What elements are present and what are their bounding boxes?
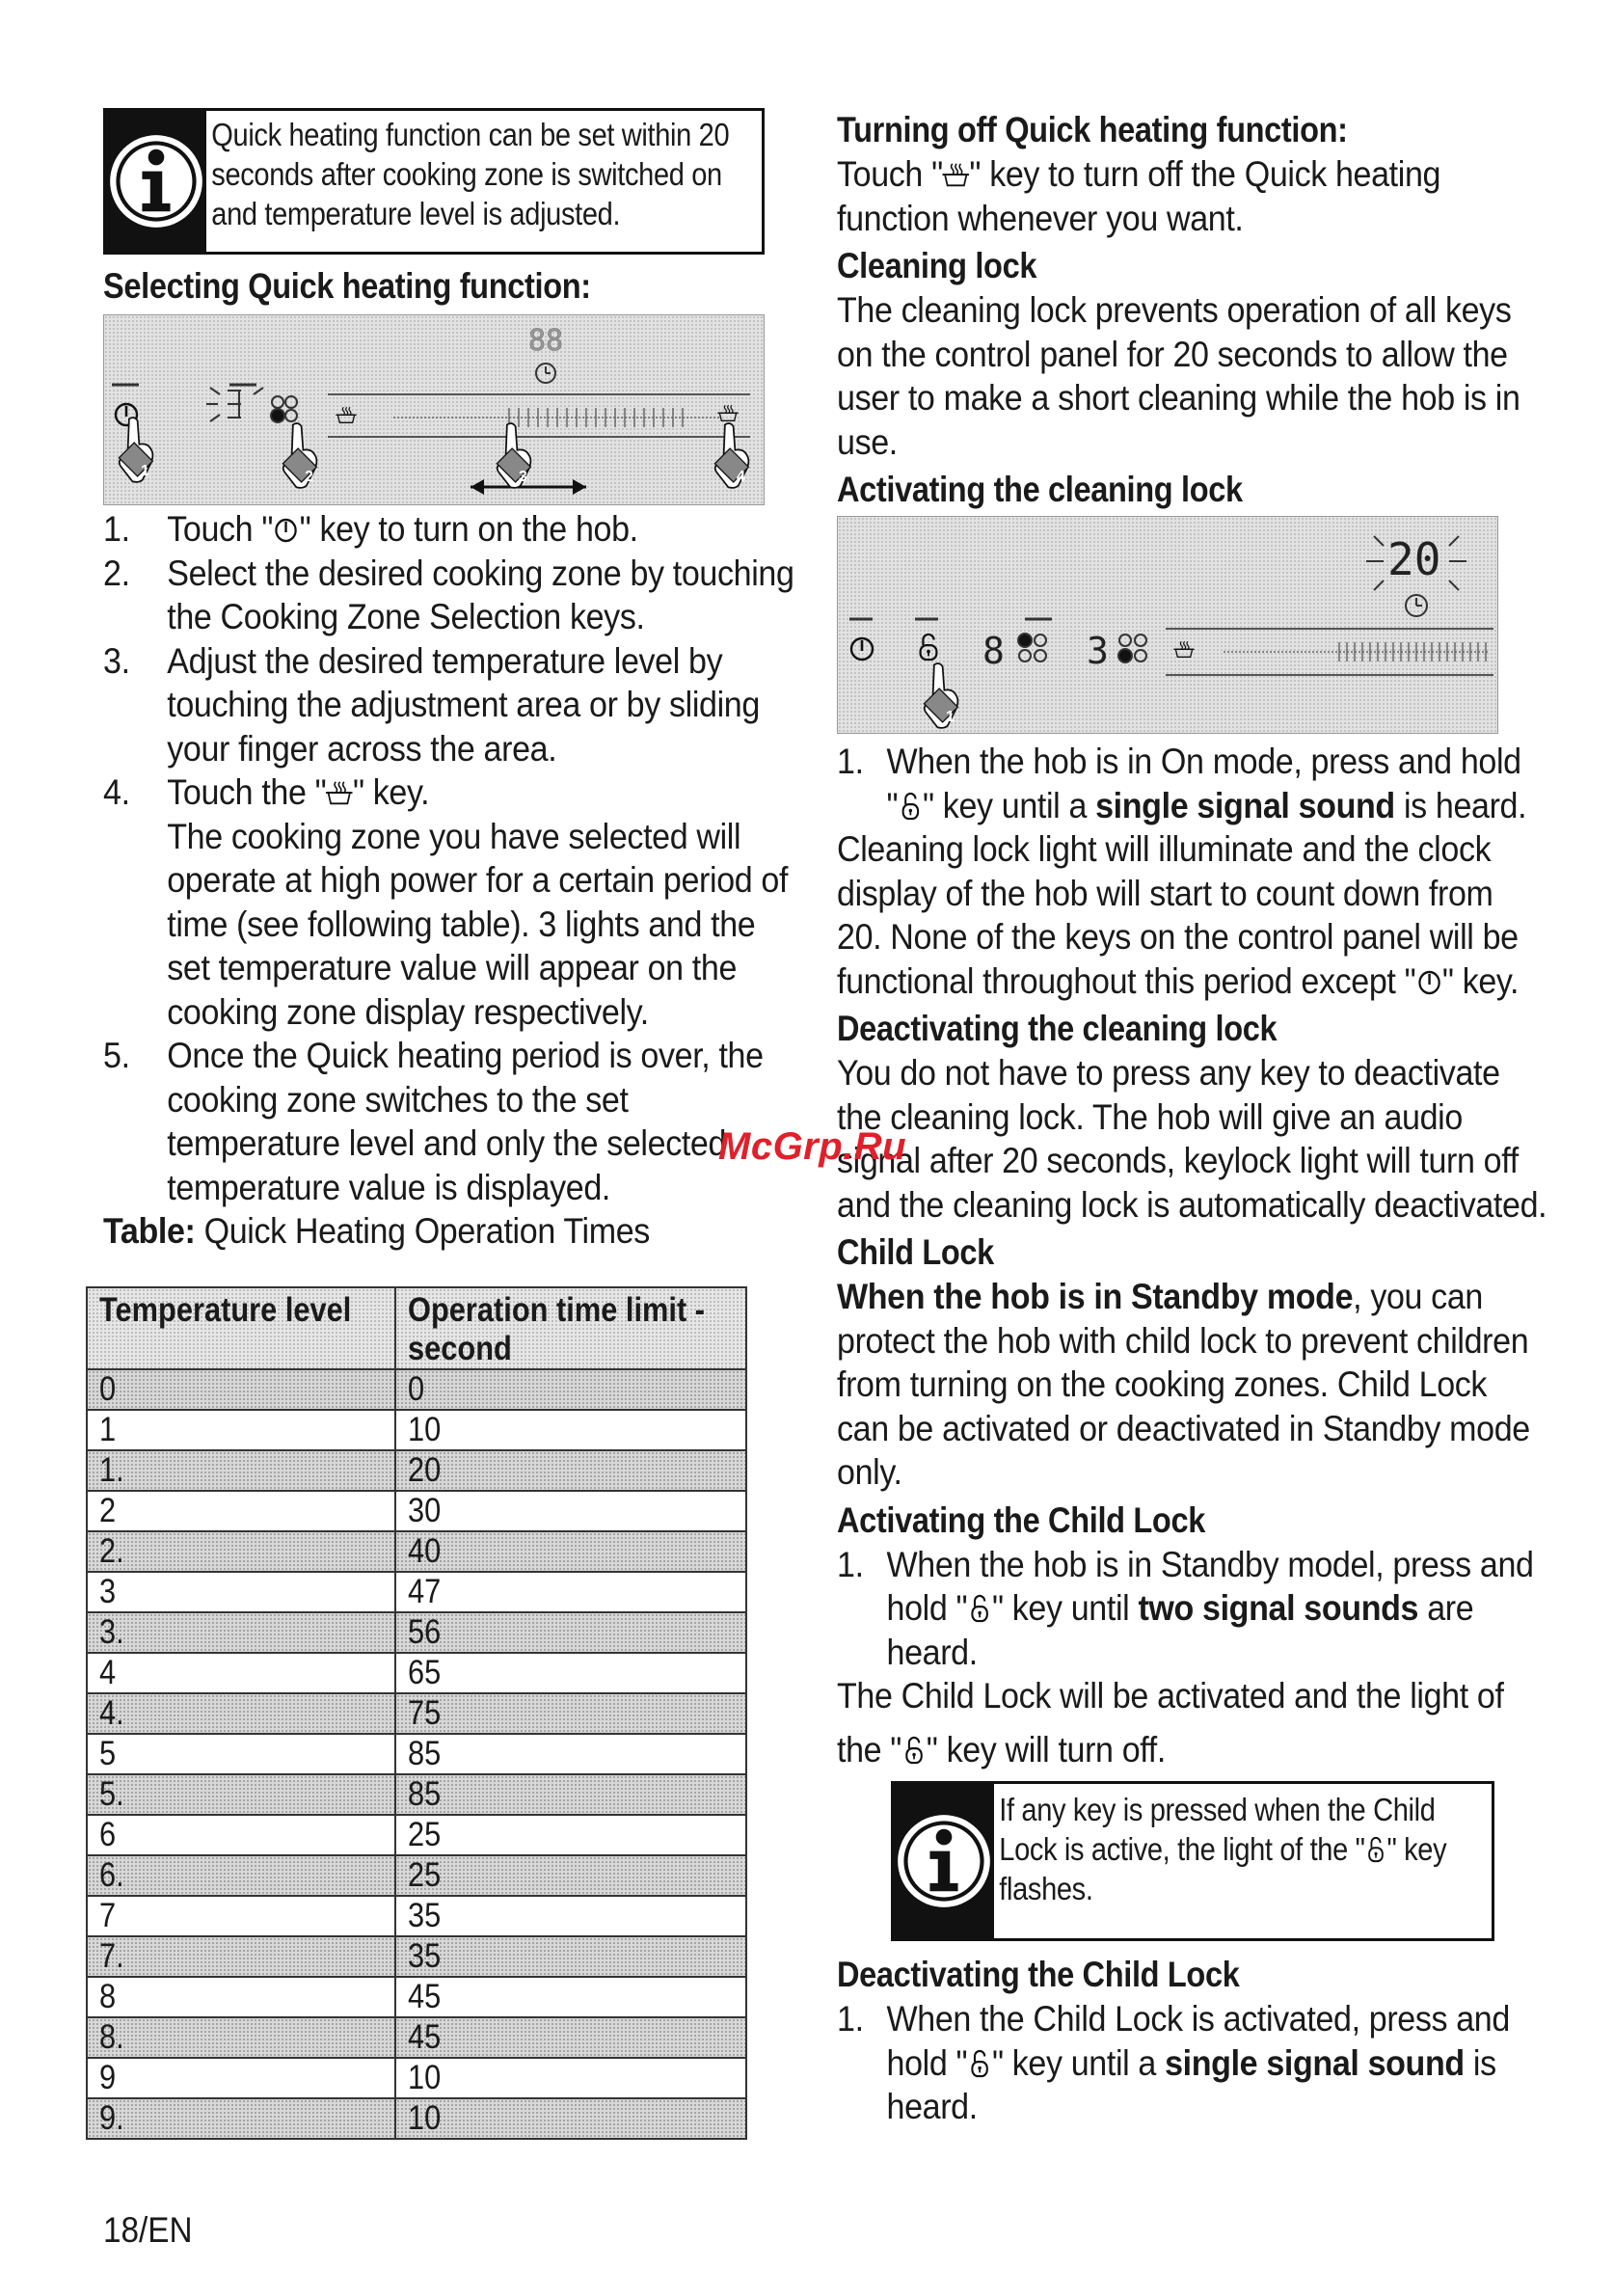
cell-value: 25 [407, 1815, 442, 1853]
cell-value: 20 [407, 1450, 442, 1489]
table-row [87, 2098, 746, 2139]
act-clean-text: 20. None of the keys on the control panel will be [837, 917, 1519, 957]
deact-child-step: 1. When the Child Lock is activated, press and [837, 1999, 1510, 2039]
lock-icon [898, 791, 923, 822]
cell-value: 5 [99, 1734, 117, 1772]
table-header: Temperature level [99, 1290, 352, 1329]
step-4-line: set temperature value will appear on the [167, 948, 738, 987]
quick-heating-icon [943, 161, 970, 190]
table-row [87, 1491, 746, 1531]
cell-value: 65 [407, 1653, 442, 1691]
table-row [87, 1815, 746, 1855]
operation-time-cell [395, 1410, 746, 1450]
child-lock-text: can be activated or deactivated in Standby mode [837, 1408, 1530, 1448]
temperature-level-cell [87, 1815, 395, 1855]
display-digits: 20 [1387, 533, 1441, 585]
quick-heating-key-icon [336, 407, 356, 422]
left-column [99, 108, 794, 2140]
table-row [87, 1855, 746, 1896]
lock-icon [1365, 1835, 1387, 1864]
callout-label: 1 [946, 709, 955, 725]
cleaning-text: use. [837, 421, 898, 462]
info-icon [106, 131, 206, 231]
step-4-line: time (see following table). 3 lights and the [167, 904, 756, 944]
act-child-step-line: hold " " key until two signal sounds are [886, 1588, 1474, 1628]
info-line: Lock is active, the light of the " " key [999, 1831, 1447, 1867]
cell-value: 9. [99, 2098, 124, 2137]
cell-value: 35 [407, 1936, 442, 1975]
operation-time-cell [395, 1896, 746, 1936]
act-clean-text: functional throughout this period except " " key. [837, 960, 1520, 1001]
zone-select-icon [206, 388, 297, 422]
turning-off-text: function whenever you want. [837, 198, 1244, 238]
cleaning-lock-illustration [838, 517, 1497, 733]
operation-time-cell [395, 1977, 746, 2017]
cell-value: 6. [99, 1855, 124, 1894]
cell-value: 10 [407, 2058, 442, 2096]
steps-list [103, 507, 794, 1254]
cell-value: 1 [99, 1410, 117, 1448]
turning-off-text: Touch " " key to turn off the Quick heating [837, 154, 1441, 194]
temperature-level-cell [87, 1572, 395, 1612]
step-3-line: touching the adjustment area or by sliding [167, 685, 760, 724]
table-row [87, 1977, 746, 2017]
operation-time-cell [395, 1693, 746, 1734]
child-lock-text: only. [837, 1452, 902, 1492]
cell-value: 25 [407, 1855, 442, 1894]
deact-clean-text: signal after 20 seconds, keylock light will turn off [837, 1141, 1519, 1180]
cell-value: 45 [407, 1977, 442, 2015]
cell-value: 30 [407, 1491, 442, 1529]
act-clean-text: display of the hob will start to count down from [837, 873, 1493, 913]
power-icon [1415, 968, 1442, 997]
operation-time-cell [395, 1855, 746, 1896]
zone-digit: 3 [1087, 630, 1109, 672]
act-clean-step: 1. When the hob is in On mode, press and hold [837, 742, 1521, 781]
cell-value: 3 [99, 1572, 117, 1610]
table-header: second [407, 1329, 512, 1367]
table-row [87, 1410, 746, 1450]
control-panel-diagram [103, 314, 765, 505]
act-child-text: the " " key will turn off. [837, 1729, 1166, 1769]
table-header-row [87, 1287, 746, 1369]
temperature-level-cell [87, 2098, 395, 2139]
info-line: If any key is pressed when the Child [999, 1792, 1436, 1827]
cell-value: 75 [407, 1693, 442, 1732]
cleaning-lock-diagram [837, 516, 1498, 734]
temperature-level-cell [87, 1491, 395, 1531]
act-child-step: 1. When the hob is in Standby model, press and [837, 1544, 1534, 1584]
table-row [87, 2058, 746, 2098]
act-clean-step-line: " " key until a single signal sound is heard. [886, 785, 1527, 825]
table-row [87, 1369, 746, 1410]
info-line: flashes. [999, 1871, 1093, 1906]
step-1: 1. Touch " " key to turn on the hob. [103, 509, 638, 549]
temperature-level-cell [87, 1896, 395, 1936]
operation-time-cell [395, 1450, 746, 1491]
power-key-icon [851, 638, 873, 660]
step-2: 2. Select the desired cooking zone by touching [103, 553, 794, 593]
operation-time-cell [395, 2017, 746, 2058]
cleaning-text: user to make a short cleaning while the hob is in [837, 378, 1520, 418]
callout-label: 3 [519, 469, 527, 485]
temperature-level-cell [87, 2058, 395, 2098]
cell-value: 4. [99, 1693, 124, 1732]
act-child-step-line: heard. [886, 1632, 978, 1672]
step-4-line: cooking zone display respectively. [167, 991, 649, 1032]
deact-child-step-line: hold " " key until a single signal sound is [886, 2042, 1496, 2083]
temperature-level-cell [87, 1855, 395, 1896]
child-lock-text: protect the hob with child lock to prevent children [837, 1320, 1529, 1361]
temperature-level-cell [87, 1936, 395, 1977]
cell-value: 5. [99, 1774, 124, 1813]
heading-deactivating-child-lock: Deactivating the Child Lock [837, 1955, 1240, 1994]
heading-activating-child-lock: Activating the Child Lock [837, 1499, 1205, 1540]
child-lock-text: from turning on the cooking zones. Child Lock [837, 1364, 1488, 1404]
table-row [87, 1734, 746, 1774]
cleaning-text: on the control panel for 20 seconds to allow the [837, 334, 1508, 374]
temperature-level-cell [87, 1653, 395, 1693]
heading-activating-cleaning-lock: Activating the cleaning lock [837, 470, 1243, 509]
cell-value: 10 [407, 1410, 442, 1448]
step-2-line: the Cooking Zone Selection keys. [167, 597, 645, 636]
operation-time-cell [395, 1572, 746, 1612]
operation-time-cell [395, 1491, 746, 1531]
info-icon-box [106, 111, 206, 252]
cell-value: 3. [99, 1612, 124, 1651]
cell-value: 45 [407, 2017, 442, 2056]
heading-turning-off: Turning off Quick heating function: [837, 110, 1348, 149]
table-row [87, 1531, 746, 1572]
cell-value: 35 [407, 1896, 442, 1934]
operation-time-cell [395, 1936, 746, 1977]
cell-value: 40 [407, 1531, 442, 1570]
cell-value: 7. [99, 1936, 124, 1975]
control-panel-illustration [104, 315, 764, 504]
temperature-level-cell [87, 1531, 395, 1572]
info-box-child-lock [891, 1781, 1494, 1941]
cell-value: 8. [99, 2017, 124, 2056]
cell-value: 7 [99, 1896, 117, 1934]
table-row [87, 1896, 746, 1936]
operation-time-cell [395, 1734, 746, 1774]
quick-heating-table [86, 1286, 747, 2140]
zone-indicator [1118, 635, 1146, 662]
cleaning-text: The cleaning lock prevents operation of all keys [837, 290, 1512, 330]
temperature-level-cell [87, 1369, 395, 1410]
zone-digit: 8 [982, 630, 1005, 672]
cell-value: 0 [407, 1369, 425, 1408]
temperature-level-cell [87, 1612, 395, 1653]
page-number: 18/EN [103, 2210, 193, 2250]
heading-deactivating-cleaning-lock: Deactivating the cleaning lock [837, 1009, 1278, 1048]
callout-label: 1 [141, 463, 149, 479]
zone-indicator [1018, 634, 1046, 662]
step-4-line: The cooking zone you have selected will [167, 816, 741, 856]
temperature-level-cell [87, 1734, 395, 1774]
table-row [87, 2017, 746, 2058]
table-row [87, 1774, 746, 1815]
quick-heating-icon [326, 779, 353, 808]
table-row [87, 1612, 746, 1653]
temperature-level-cell [87, 2017, 395, 2058]
info-box-quick-heating [103, 108, 765, 255]
step-5: 5. Once the Quick heating period is over, the [103, 1036, 764, 1075]
cell-value: 10 [407, 2098, 442, 2137]
slider-area [393, 408, 721, 427]
table-body [87, 1369, 746, 2139]
quick-heating-key-icon-right [717, 405, 738, 420]
temperature-level-cell [87, 1450, 395, 1491]
table-row [87, 1653, 746, 1693]
lock-icon [901, 1735, 927, 1766]
info-icon [894, 1811, 994, 1911]
cell-value: 85 [407, 1734, 442, 1772]
operation-time-cell [395, 1815, 746, 1855]
heading-child-lock: Child Lock [837, 1232, 994, 1272]
deact-clean-text: You do not have to press any key to deactivate [837, 1053, 1500, 1093]
act-clean-text: Cleaning lock light will illuminate and the clock [837, 829, 1492, 869]
operation-time-cell [395, 1612, 746, 1653]
cell-value: 85 [407, 1774, 442, 1813]
lock-icon [967, 1593, 992, 1624]
cell-value: 56 [407, 1612, 442, 1651]
temperature-level-cell [87, 1693, 395, 1734]
temperature-level-cell [87, 1410, 395, 1450]
operation-time-cell [395, 1653, 746, 1693]
info-line: and temperature level is adjusted. [211, 196, 621, 231]
deact-clean-text: and the cleaning lock is automatically deactivated. [837, 1184, 1547, 1225]
heading-cleaning-lock: Cleaning lock [837, 246, 1037, 285]
temperature-level-cell [87, 1774, 395, 1815]
cell-value: 1. [99, 1450, 124, 1489]
callout-label: 4 [737, 469, 745, 485]
operation-time-cell [395, 1369, 746, 1410]
cell-value: 4 [99, 1653, 117, 1691]
operation-time-cell [395, 1531, 746, 1572]
table-caption: Table: Quick Heating Operation Times [103, 1211, 650, 1251]
table-row [87, 1450, 746, 1491]
act-child-text: The Child Lock will be activated and the light of [837, 1676, 1504, 1715]
step-4: 4. Touch the " " key. [103, 772, 430, 812]
lock-key-icon [921, 635, 937, 660]
deact-clean-text: the cleaning lock. The hob will give an audio [837, 1096, 1463, 1137]
deact-child-step-line: heard. [886, 2087, 978, 2126]
display-digits: 88 [528, 324, 564, 358]
operation-time-cell [395, 1774, 746, 1815]
child-lock-text: When the hob is in Standby mode, you can [837, 1277, 1483, 1316]
operation-time-cell [395, 2058, 746, 2098]
info-icon-box [894, 1784, 994, 1938]
step-3: 3. Adjust the desired temperature level by [103, 640, 723, 681]
temperature-level-cell [87, 1977, 395, 2017]
step-5-line: cooking zone switches to the set [167, 1079, 629, 1120]
cell-value: 47 [407, 1572, 442, 1610]
callout-label: 2 [305, 469, 313, 485]
lock-icon [967, 2048, 992, 2079]
cell-value: 9 [99, 2058, 117, 2096]
quick-heating-key-icon [1173, 641, 1194, 657]
table-row [87, 1572, 746, 1612]
cell-value: 6 [99, 1815, 117, 1853]
info-line: seconds after cooking zone is switched on [211, 156, 722, 192]
right-column [837, 108, 1547, 2129]
cell-value: 2. [99, 1531, 124, 1570]
power-icon [273, 516, 300, 545]
step-5-line: temperature value is displayed. [167, 1167, 610, 1207]
info-line: Quick heating function can be set within 20 [211, 117, 730, 152]
heading-selecting-quick-heating: Selecting Quick heating function: [103, 266, 591, 306]
cell-value: 2 [99, 1491, 117, 1529]
table-header: Operation time limit - [407, 1290, 705, 1329]
step-4-line: operate at high power for a certain period of [167, 860, 789, 900]
table-row [87, 1693, 746, 1734]
operation-time-cell [395, 2098, 746, 2139]
cell-value: 0 [99, 1369, 117, 1408]
table-row [87, 1936, 746, 1977]
step-5-line: temperature level and only the selected [167, 1123, 727, 1163]
watermark: McGrp.Ru [718, 1125, 907, 1168]
cell-value: 8 [99, 1977, 117, 2015]
step-3-line: your finger across the area. [167, 728, 557, 769]
